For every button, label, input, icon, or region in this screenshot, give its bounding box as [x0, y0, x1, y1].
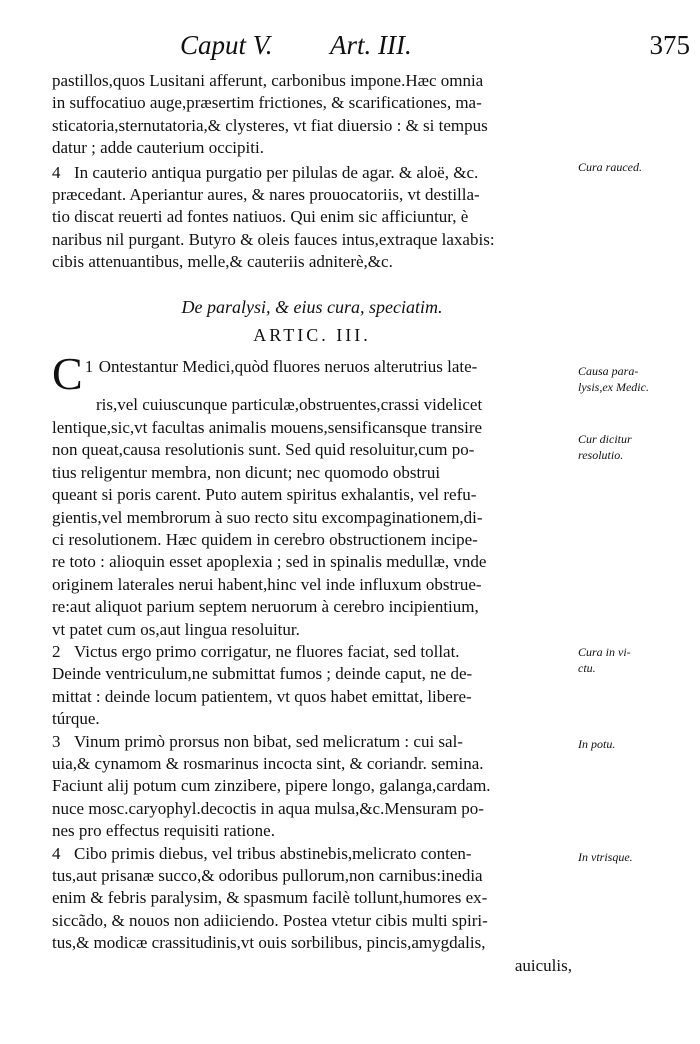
text-line: vt patet cum os,aut lingua resoluitur.: [52, 619, 300, 639]
text-line: ci resolutionem. Hæc quidem in cerebro obstructionem incipe-: [52, 529, 478, 549]
text-line: lentique,sic,vt facultas animalis mouens,sensificansque transire: [52, 417, 483, 437]
paragraph-1: [52, 356, 572, 640]
margin-note: lysis,ex Medic.: [578, 380, 649, 394]
text-line: enim & febris paralysim, & spasmum facilè tollunt,humores ex-: [52, 888, 488, 908]
margin-note: Cura rauced.: [578, 160, 642, 174]
paragraph-4: [52, 843, 572, 977]
text-line: túrque.: [52, 709, 100, 729]
text-line: queant si poris carent. Puto autem spiritus exhalantis, vel refu-: [52, 485, 477, 505]
text-line: in suffocatiuo auge,præsertim frictiones, & scarificationes, ma-: [52, 93, 482, 113]
catchword: auiculis,: [514, 955, 572, 975]
text-line: gientis,vel membrorum à suo recto situ excompaginationem,di-: [52, 507, 483, 527]
line-text: Vinum primò prorsus non bibat, sed melicratum : cui sal-: [74, 731, 463, 751]
margin-note: In potu.: [578, 737, 616, 751]
line-text: Ontestantur Medici,quòd fluores neruos alterutrius late-: [98, 357, 478, 377]
line-text: In cauterio antiqua purgatio per pilulas de agar. & aloë, &c.: [74, 162, 479, 182]
main-text: [52, 70, 572, 977]
paragraph-4-cauterium: [52, 162, 572, 274]
continued-text: [52, 70, 572, 160]
text-line: uia,& cynamom & rosmarinus incocta sint, & coriandr. semina.: [52, 753, 484, 773]
paragraph-number: 4: [52, 162, 61, 182]
text-line: [52, 843, 572, 865]
text-line: originem laterales nerui habent,hinc vel inde influxum obstrue-: [52, 574, 482, 594]
drop-capital: C: [52, 356, 83, 395]
text-line: mittat : deinde locum patientem, vt quos habet emittat, libere-: [52, 686, 472, 706]
text-line: non queat,causa resolutionis sunt. Sed quid resoluitur,cum po-: [52, 440, 475, 460]
text-line: siccãdo, & nouos non adiiciendo. Postea vtetur cibis multi spiri-: [52, 910, 488, 930]
margin-note: ctu.: [578, 661, 596, 675]
text-line: ris,vel cuiuscunque particulæ,obstruentes,crassi videlicet: [96, 395, 483, 415]
text-line: [52, 162, 572, 184]
text-line: Faciunt alij potum cum zinzibere, pipere longo, galanga,cardam.: [52, 776, 491, 796]
margin-note: Causa para-: [578, 364, 639, 378]
paragraph-number: 3: [52, 731, 61, 751]
text-line: [52, 641, 572, 663]
margin-note: In vtrisque.: [578, 850, 633, 864]
margin-note: Cur dicitur: [578, 432, 632, 446]
article-heading: ARTIC. III.: [253, 325, 371, 346]
text-line: tio discat reuerti ad fontes natiuos. Qui enim sic afficiuntur, è: [52, 207, 469, 227]
line-text: Victus ergo primo corrigatur, ne fluores faciat, sed tollat.: [74, 641, 460, 661]
text-line: [52, 731, 572, 753]
text-line: [52, 356, 572, 394]
header-article: Art. III.: [330, 30, 412, 60]
text-line: tus,& modicæ crassitudinis,vt ouis sorbilibus, pincis,amygdalis,: [52, 933, 486, 953]
text-line: nuce mosc.caryophyl.decoctis in aqua mulsa,&c.Mensuram po-: [52, 798, 484, 818]
text-line: præcedant. Aperiantur aures, & nares prouocatoriis, vt destilla-: [52, 185, 480, 205]
paragraph-number: 1: [84, 357, 94, 377]
page-number: 375: [649, 30, 690, 60]
section-subtitle: De paralysi, & eius cura, speciatim.: [181, 296, 443, 317]
margin-note: resolutio.: [578, 448, 624, 462]
text-line: cibis attenuantibus, melle,& cauteriis adniterè,&c.: [52, 252, 393, 272]
text-line: Deinde ventriculum,ne submittat fumos ; deinde caput, ne de-: [52, 664, 473, 684]
paragraph-number: 4: [52, 843, 61, 863]
paragraph-2: [52, 641, 572, 731]
text-line: sticatoria,sternutatoria,& clysteres, vt fiat diuersio : & si tempus: [52, 115, 488, 135]
text-line: tus,aut prisanæ succo,& odoribus pullorum,non carnibus:inedia: [52, 866, 483, 885]
text-line: pastillos,quos Lusitani afferunt, carbonibus impone.Hæc omnia: [52, 71, 484, 90]
text-line: nes pro effectus requisiti ratione.: [52, 821, 275, 841]
text-line: datur ; adde cauterium occipiti.: [52, 138, 264, 158]
line-text: Cibo primis diebus, vel tribus abstinebis,melicrato conten-: [74, 843, 472, 863]
text-line: tius religentur membra, non dicunt; nec quomodo obstrui: [52, 462, 441, 482]
paragraph-3: [52, 731, 572, 843]
text-line: naribus nil purgant. Butyro & oleis fauces intus,extraque laxabis:: [52, 229, 495, 249]
header-caput: Caput V.: [180, 30, 273, 60]
running-header: [180, 30, 690, 70]
paragraph-number: 2: [52, 641, 61, 661]
text-line: re toto : alioquin esset apoplexia ; sed in spinalis medullæ, vnde: [52, 552, 487, 572]
margin-note: Cura in vi-: [578, 645, 631, 659]
text-line: re:aut aliquot parium septem neruorum à cerebro incipientium,: [52, 597, 479, 617]
